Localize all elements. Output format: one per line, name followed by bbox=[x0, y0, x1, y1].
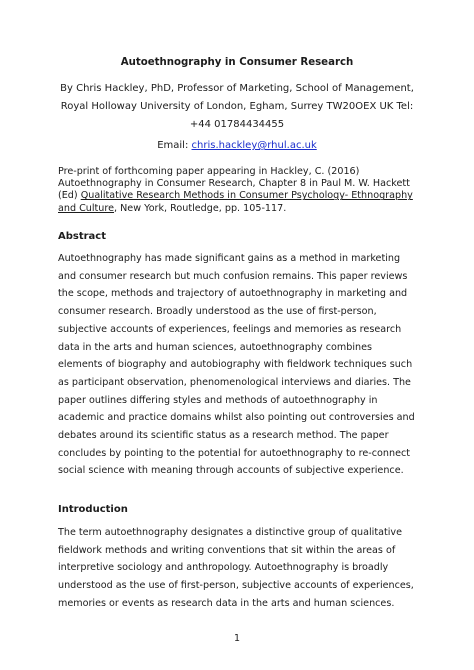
introduction-heading: Introduction bbox=[58, 504, 128, 515]
abstract-line: and consumer research but much confusion remains. This paper reviews bbox=[58, 270, 408, 282]
page-number: 1 bbox=[233, 633, 241, 644]
preprint-text: , New York, Routledge, pp. 105-117. bbox=[114, 202, 287, 214]
email-label: Email: bbox=[157, 140, 189, 151]
preprint-line bbox=[58, 203, 426, 215]
introduction-line: fieldwork methods and writing conventions that sit within the areas of bbox=[58, 544, 396, 556]
introduction-line: The term autoethnography designates a distinctive group of qualitative bbox=[58, 527, 402, 538]
abstract-line: concludes by pointing to the potential for autoethnography to re-connect bbox=[58, 447, 411, 459]
abstract-line: as participant observation, phenomenological interviews and diaries. The bbox=[58, 376, 411, 388]
abstract-line: paper outlines differing styles and methods of autoethnography in bbox=[58, 394, 378, 406]
email-line bbox=[0, 139, 474, 152]
book-title-link[interactable]: Qualitative Research Methods in Consumer Psychology- Ethnography bbox=[80, 190, 413, 202]
abstract-line: data in the arts and human sciences, autoethnography combines bbox=[58, 341, 373, 353]
introduction-line: interpretive sociology and anthropology. Autoethnography is broadly bbox=[58, 562, 389, 574]
abstract-line: academic and practice domains whilst also pointing out controversies and bbox=[58, 412, 415, 424]
preprint-line bbox=[58, 190, 426, 202]
author-line: +44 01784434455 bbox=[189, 119, 285, 130]
abstract-line: consumer research. Broadly understood as the use of first-person, bbox=[58, 306, 377, 318]
abstract-line: elements of biography and autobiography with fieldwork techniques such bbox=[58, 359, 413, 371]
abstract-line: the scope, methods and trajectory of autoethnography in marketing and bbox=[58, 288, 408, 300]
introduction-body bbox=[58, 524, 424, 613]
abstract-line: subjective accounts of experiences, feelings and memories as research bbox=[58, 323, 402, 335]
preprint-text: (Ed) bbox=[58, 190, 81, 202]
book-title-link[interactable]: and Culture bbox=[58, 202, 115, 214]
author-line: Royal Holloway University of London, Egham, Surrey TW20OEX UK Tel: bbox=[60, 101, 414, 112]
paper-title: Autoethnography in Consumer Research bbox=[120, 57, 354, 68]
preprint-line: Pre-print of forthcoming paper appearing in Hackley, C. (2016) bbox=[58, 166, 360, 177]
abstract-heading: Abstract bbox=[58, 231, 107, 242]
introduction-line: understood as the use of first-person, subjective accounts of experiences, bbox=[58, 580, 414, 592]
email-link[interactable]: chris.hackley@rhul.ac.uk bbox=[191, 140, 317, 151]
author-line: By Chris Hackley, PhD, Professor of Marketing, School of Management, bbox=[60, 83, 414, 94]
author-block bbox=[40, 80, 434, 134]
preprint-notice bbox=[58, 166, 426, 215]
abstract-line: social science with meaning through accounts of subjective experience. bbox=[58, 465, 404, 477]
preprint-line: Autoethnography in Consumer Research, Chapter 8 in Paul M. W. Hackett bbox=[58, 178, 410, 190]
abstract-line: Autoethnography has made significant gains as a method in marketing bbox=[58, 253, 401, 264]
abstract-body bbox=[58, 250, 424, 480]
introduction-line: memories or events as research data in the arts and human sciences. bbox=[58, 597, 395, 609]
abstract-line: debates around its scientific status as a research method. The paper bbox=[58, 430, 389, 442]
